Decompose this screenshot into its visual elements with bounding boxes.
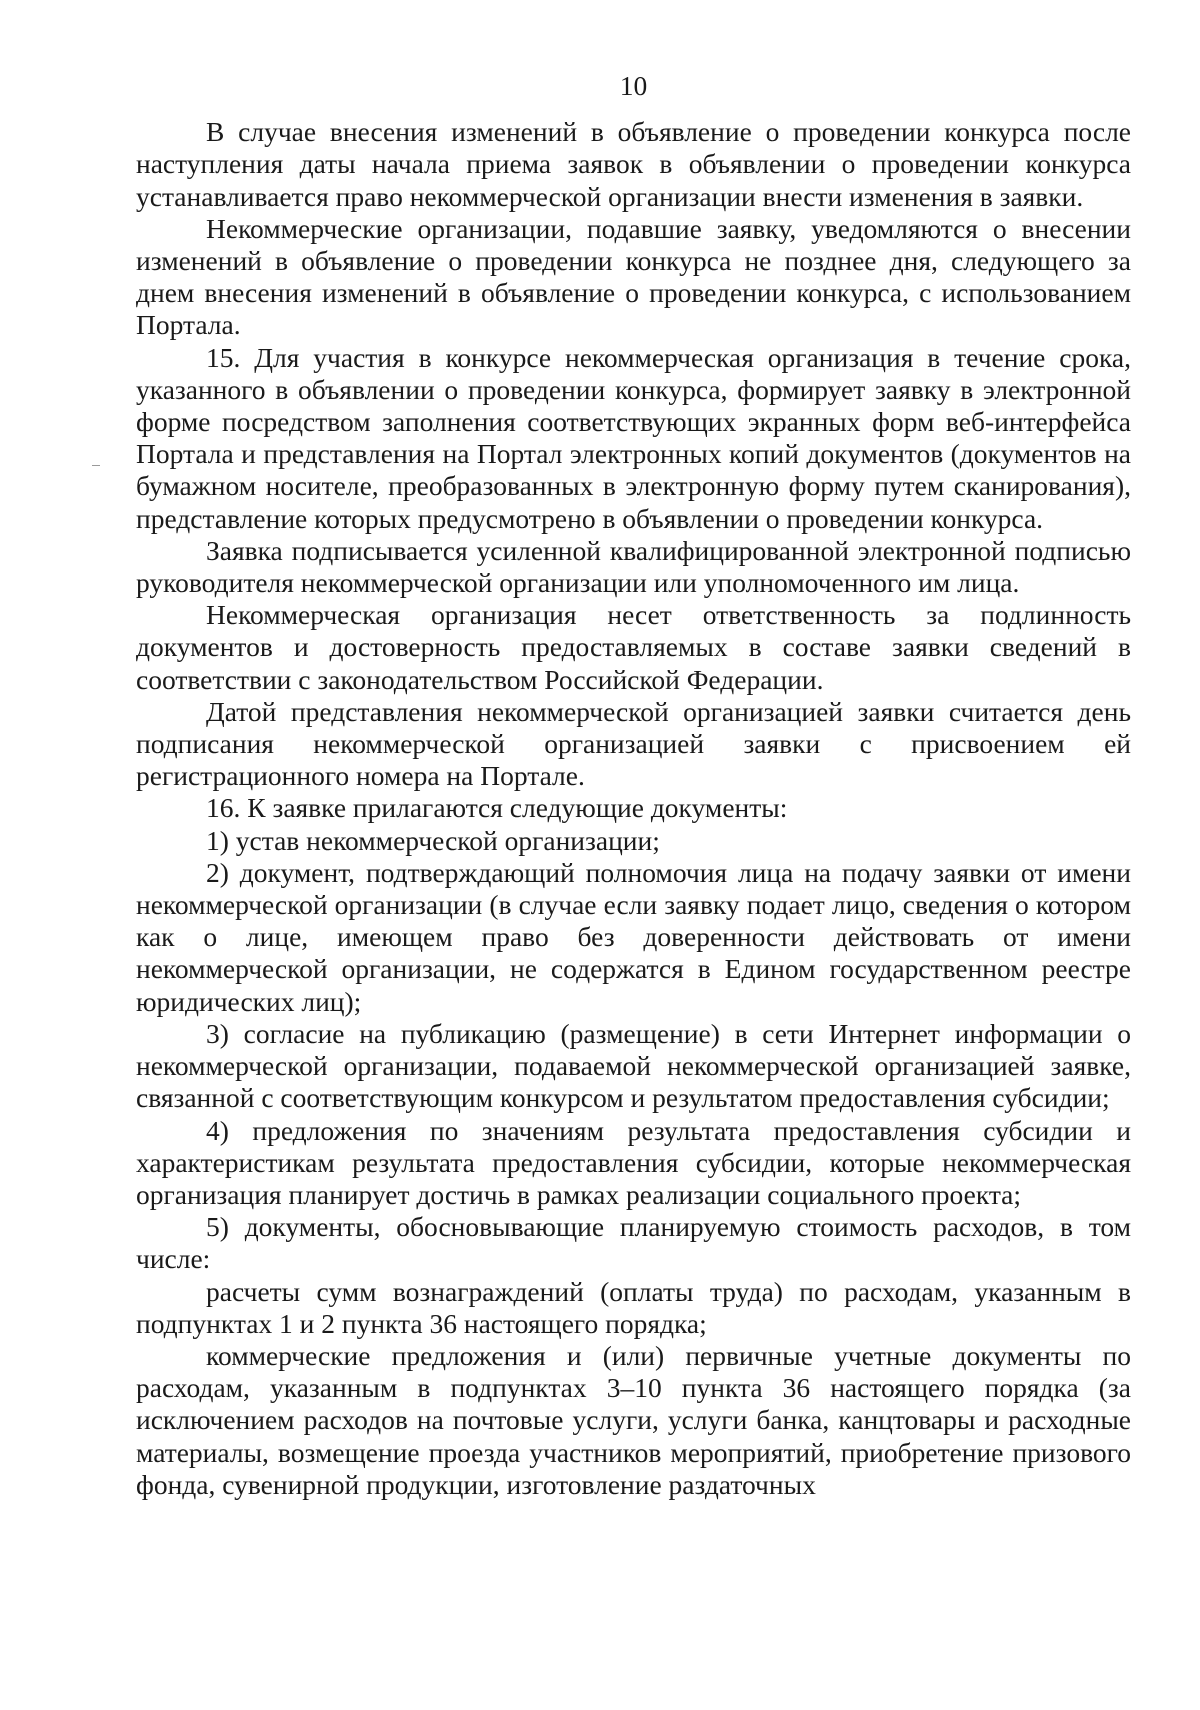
list-item-2: 2) документ, подтверждающий полномочия лица на подачу заявки от имени некоммерческой организации (в случае если заявку подает лицо, сведения о котором как о лице, имеющем право без доверенности действовать от имени некоммерческой организации, не содержатся в Едином государственном реестре юридических лиц); bbox=[136, 856, 1131, 1017]
page-number: 10 bbox=[619, 70, 648, 101]
paragraph-signature: Заявка подписывается усиленной квалифицированной электронной подписью руководителя некоммерческой организации или уполномоченного им лица. bbox=[136, 534, 1131, 599]
list-item-4: 4) предложения по значениям результата предоставления субсидии и характеристикам результата предоставления субсидии, которые некоммерческая организация планирует достичь в рамках реализации социального проекта; bbox=[136, 1114, 1131, 1210]
paragraph-amendment-rights: В случае внесения изменений в объявление о проведении конкурса после наступления даты начала приема заявок в объявлении о проведении конкурса устанавливается право некоммерческой организации внести изменения в заявки. bbox=[136, 116, 1131, 212]
paragraph-submission-date: Датой представления некоммерческой организацией заявки считается день подписания некоммерческой организацией заявки с присвоением ей регистрационного номера на Портале. bbox=[136, 695, 1131, 792]
list-item-5: 5) документы, обосновывающие планируемую стоимость расходов, в том числе: bbox=[136, 1211, 1131, 1275]
paragraph-responsibility: Некоммерческая организация несет ответственность за подлинность документов и достоверность предоставляемых в составе заявки сведений в соответствии с законодательством Российской Федерации. bbox=[136, 599, 1131, 695]
paragraph-notification: Некоммерческие организации, подавшие заявку, уведомляются о внесении изменений в объявление о проведении конкурса не позднее дня, следующего за днем внесения изменений в объявление о проведении конкурса, с использованием Портала. bbox=[136, 212, 1131, 341]
paragraph-item-16: 16. К заявке прилагаются следующие документы: bbox=[206, 792, 788, 824]
sub-item-commercial-offers: коммерческие предложения и (или) первичные учетные документы по расходам, указанным в подпунктах 3–10 пункта 36 настоящего порядка (за исключением расходов на почтовые услуги, услуги банка, канцтовары и расходные материалы, возмещение проезда участников мероприятий, приобретение призового фонда, сувенирной продукции, изготовление раздаточных bbox=[136, 1339, 1131, 1500]
list-item-3: 3) согласие на публикацию (размещение) в сети Интернет информации о некоммерческой организации, подаваемой некоммерческой организацией заявке, связанной с соответствующим конкурсом и результатом предоставления субсидии; bbox=[136, 1017, 1131, 1114]
list-item-1: 1) устав некоммерческой организации; bbox=[206, 824, 660, 856]
sub-item-remuneration: расчеты сумм вознаграждений (оплаты труда) по расходам, указанным в подпунктах 1 и 2 пункта 36 настоящего порядка; bbox=[136, 1275, 1131, 1339]
paragraph-item-15: 15. Для участия в конкурсе некоммерческая организация в течение срока, указанного в объявлении о проведении конкурса, формирует заявку в электронной форме посредством заполнения соответствующих экранных форм веб-интерфейса Портала и представления на Портал электронных копий документов (документов на бумажном носителе, преобразованных в электронную форму путем сканирования), представление которых предусмотрено в объявлении о проведении конкурса. bbox=[136, 341, 1131, 534]
document-page bbox=[136, 70, 1131, 1501]
scan-artifact bbox=[92, 465, 100, 466]
